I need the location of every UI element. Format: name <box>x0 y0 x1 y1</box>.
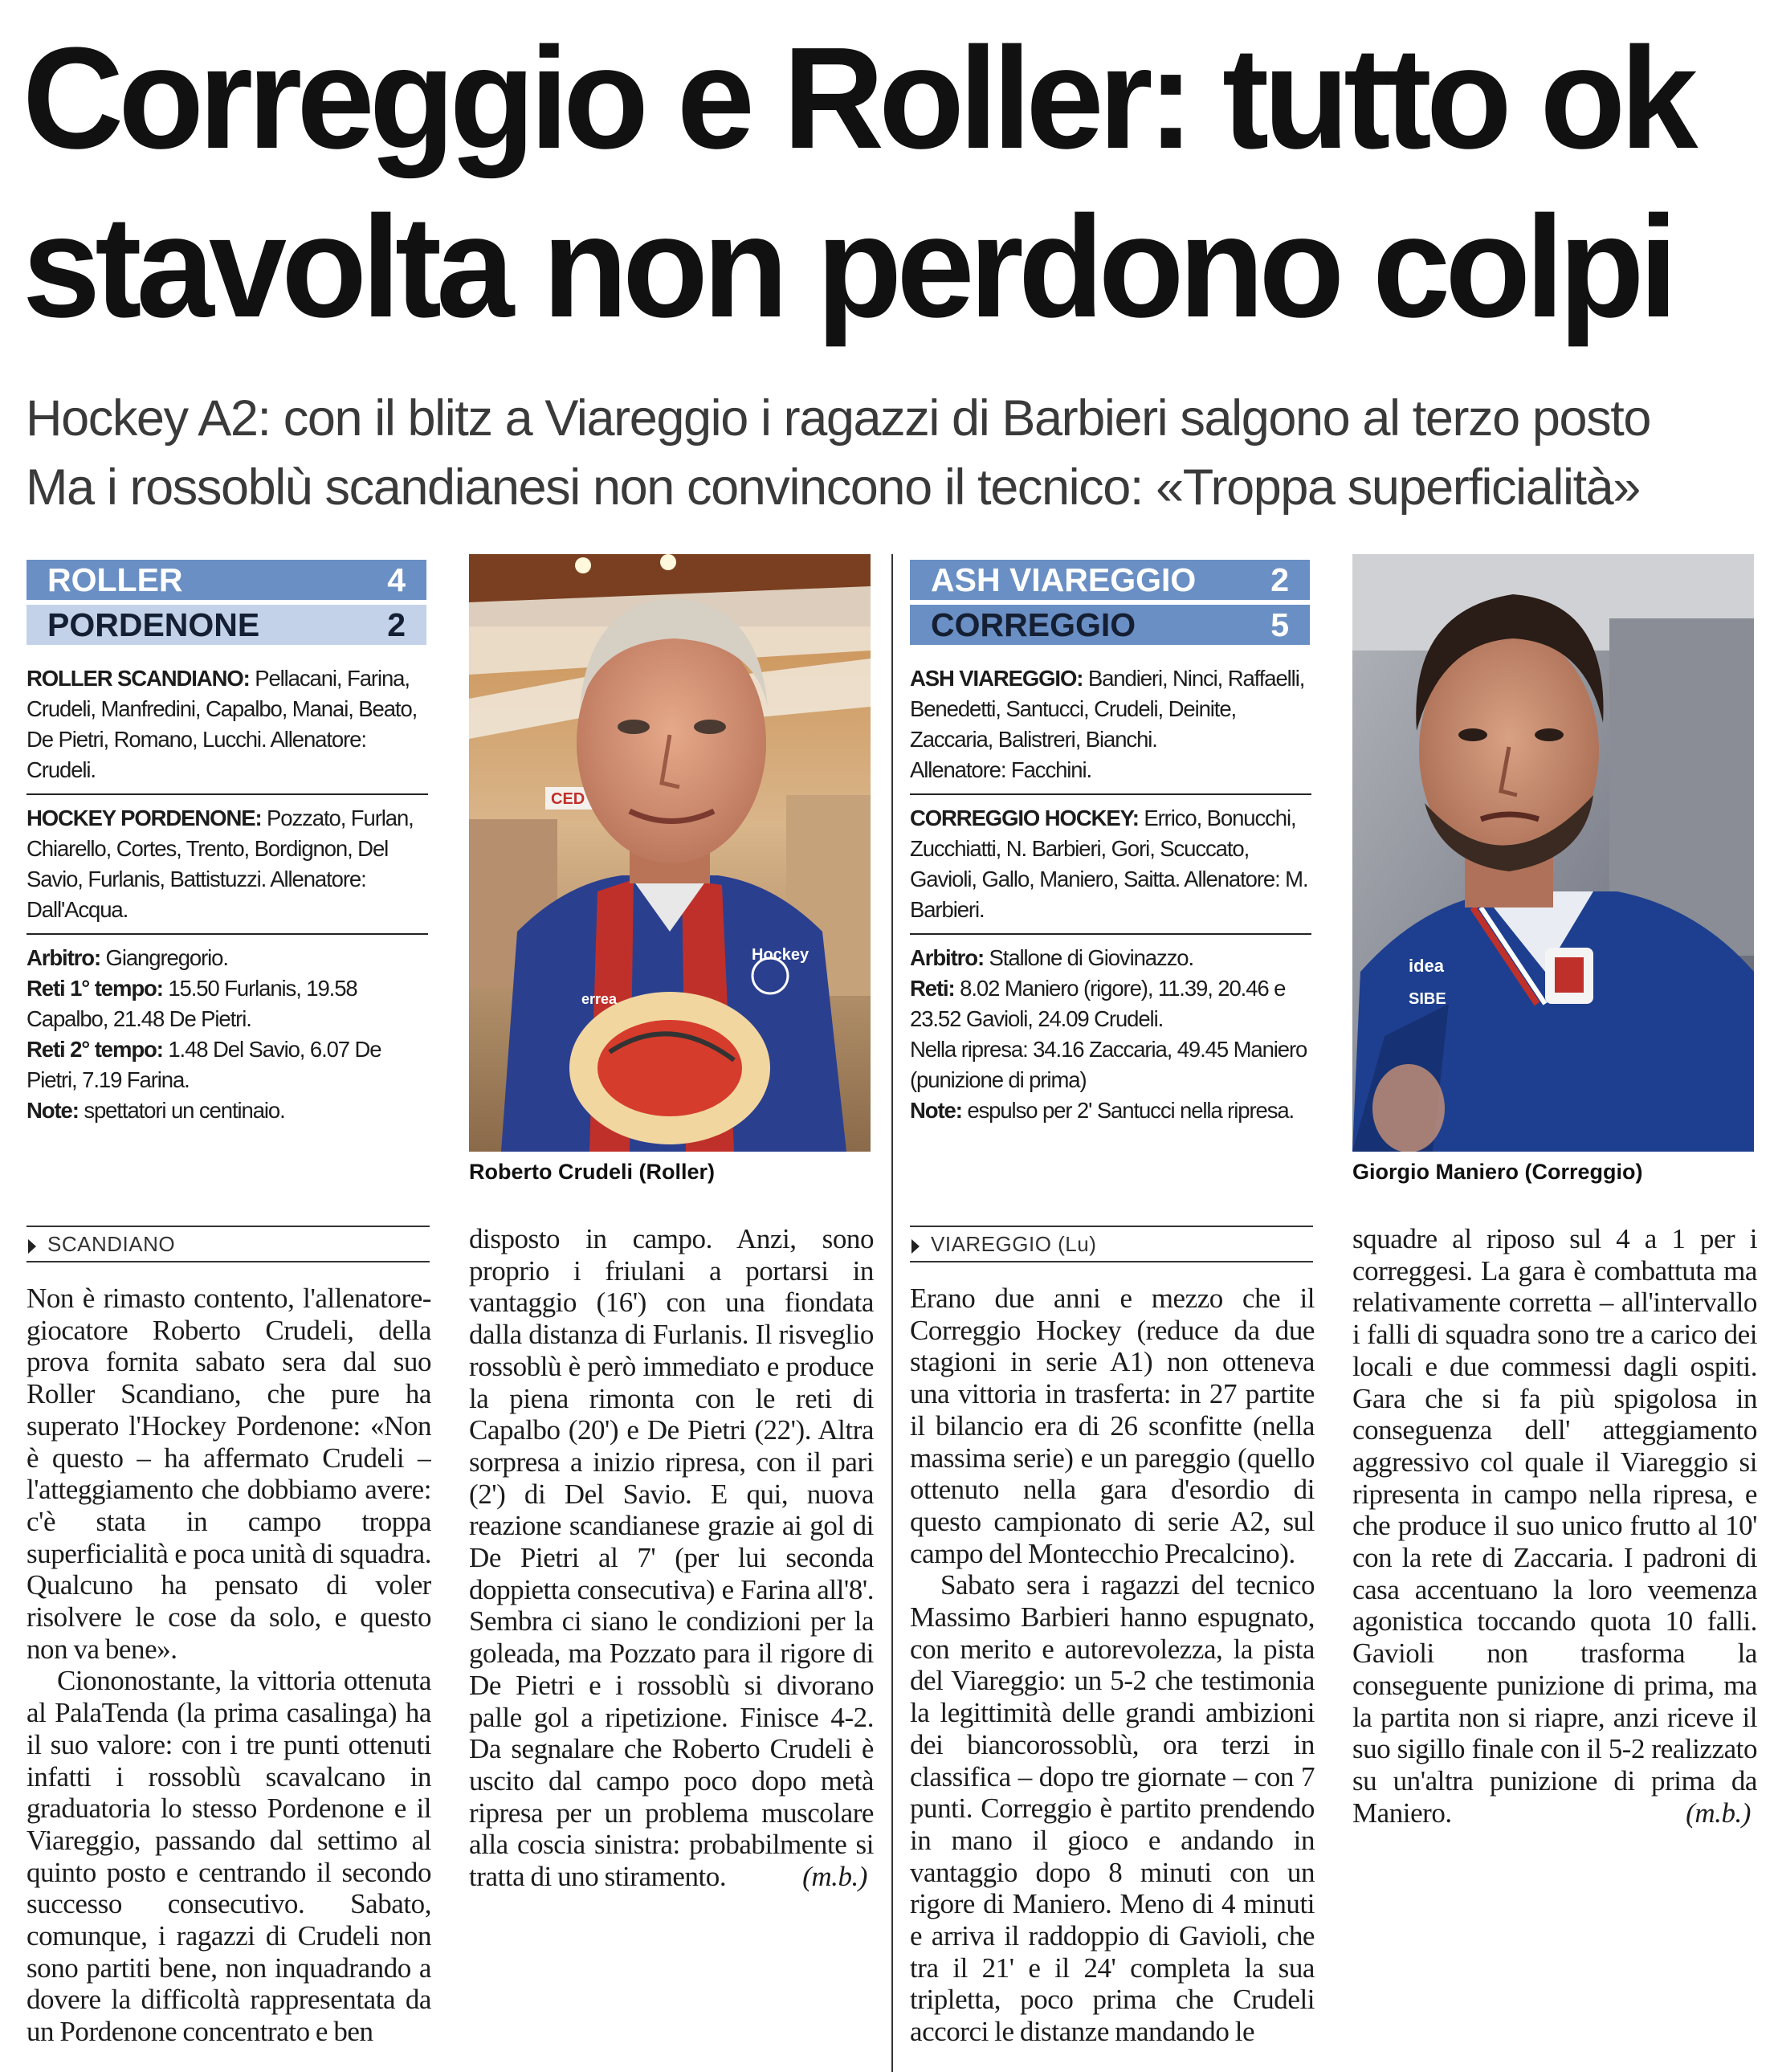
article-2-paragraph-1: Erano due anni e mezzo che il Correggio Hockey (reduce da due stagioni in serie A1) non otteneva una vittoria in trasferta: in 27 partite il bilancio era di 26 sconfitte (nella massima serie) e un pareggio (quello ottenuto nella gara d'esordio di questo campionato di serie A2, sul campo del Montecchio Precalcino). <box>910 1283 1315 1569</box>
article-1-column-2 <box>469 1223 874 2062</box>
second-half-goals: Nella ripresa: 34.16 Zaccaria, 49.45 Maniero (punizione di prima) <box>910 1037 1307 1092</box>
divider <box>27 793 428 795</box>
goals-second-half: Reti 2° tempo: 1.48 Del Savio, 6.07 De Pietri, 7.19 Farina. <box>27 1037 381 1092</box>
triangle-bullet-icon <box>911 1239 920 1254</box>
headline <box>22 14 1705 352</box>
photo-roberto-crudeli <box>469 554 871 1152</box>
svg-text:CED: CED <box>551 790 585 808</box>
referee: Arbitro: Stallone di Giovinazzo. <box>910 945 1193 970</box>
team-name: ROLLER <box>47 561 183 598</box>
notes: Note: espulso per 2' Santucci nella ripresa. <box>910 1098 1295 1123</box>
article-2-column-2 <box>1352 1223 1757 2062</box>
score-row-home <box>910 560 1310 600</box>
errea-logo: errea <box>581 991 618 1007</box>
article-2-column-1 <box>910 1283 1315 2062</box>
away-lineup: CORREGGIO HOCKEY: Errico, Bonucchi, Zucchiatti, N. Barbieri, Gori, Scuccato, Gavioli, Gallo, Maniero, Saitta. Allenatore: M. Barbieri. <box>910 806 1308 922</box>
subheadline <box>26 384 1752 522</box>
team-score: 4 <box>387 561 406 598</box>
match-sheet-2 <box>910 663 1311 1126</box>
article-1-paragraph-1: Non è rimasto contento, l'allenatore-giocatore Roberto Crudeli, della prova fornita sabato sera dal suo Roller Scandiano, che pure ha superato l'Hockey Pordenone: «Non è questo – ha affermato Crudeli – l'atteggiamento che dobbiamo avere: c'è stata in campo troppa superficialità e poca unità di squadra. Qualcuno ha pensato di voler risolvere le cose da solo, e questo non va bene». <box>27 1283 431 1665</box>
headline-line-1: Correggio e Roller: tutto ok <box>22 18 1693 179</box>
article-2-paragraph-2: Sabato sera i ragazzi del tecnico Massimo Barbieri hanno espugnato, con merito e autorevolezza, la pista del Viareggio: un 5-2 che testimonia la legittimità delle grandi ambizioni dei biancorossoblù, ora terzi in classifica – dopo tre giornate – con 7 punti. Correggio è partito prendendo in mano il gioco e andando in vantaggio dopo 8 minuti con un rigore di Maniero. Meno di 4 minuti e arriva il raddoppio di Gavioli, che tra il 21' e il 24' completa la sua tripletta, poco prima che Crudeli accorci le distanze mandando le <box>910 1569 1315 2048</box>
subheadline-line-1: Hockey A2: con il blitz a Viareggio i ragazzi di Barbieri salgono al terzo posto <box>26 390 1650 447</box>
match-sheet-1 <box>27 663 428 1126</box>
divider <box>910 793 1311 795</box>
score-row-home <box>27 560 426 600</box>
photo-caption-1: Roberto Crudeli (Roller) <box>469 1160 716 1184</box>
team-score: 2 <box>387 606 406 643</box>
article-1-column-1 <box>27 1283 431 2062</box>
photo-caption-2: Giorgio Maniero (Correggio) <box>1352 1160 1643 1184</box>
team-score: 2 <box>1270 561 1289 598</box>
home-coach: Allenatore: Facchini. <box>910 757 1092 782</box>
article-2-paragraph-2-cont: squadre al riposo sul 4 a 1 per i correggesi. La gara è combattuta ma relativamente corretta – all'intervallo i falli di squadra sono tre a carico dei locali e due commessi dagli ospiti. Gara che si fa più spigolosa in conseguenza dell' atteggiamento aggressivo col quale il Viareggio si ripresenta in campo nella ripresa, e che produce il suo unico frutto al 10' con la rete di Zaccaria. I padroni di casa accentuano la loro veemenza agonistica toccando quota 10 falli. Gavioli non trasforma la conseguente punizione di prima, ma la partita non si riapre, anzi riceve il suo sigillo finale con il 5-2 realizzato su un'altra punizione di prima da Maniero. (m.b.) <box>1352 1223 1757 1829</box>
photo-giorgio-maniero <box>1352 554 1754 1152</box>
article-1-paragraph-2-cont: disposto in campo. Anzi, sono proprio i friulani a portarsi in vantaggio (16') con una fiondata dalla distanza di Furlanis. Il risveglio rossoblù è però immediato e produce la piena rimonta con le reti di Capalbo (20') e De Pietri (22'). Altra sorpresa a inizio ripresa, con il pari (2') di Del Savio. E qui, nuova reazione scandianese grazie ai gol di De Pietri al 7' (per lui seconda doppietta consecutiva) e Farina all'8'. Sembra ci siano le condizioni per la goleada, ma Pozzato para il rigore di De Pietri e i rossoblù si divorano palle gol a ripetizione. Finisce 4-2. Da segnalare che Roberto Crudeli è uscito dal campo poco dopo metà ripresa per un problema muscolare alla coscia sinistra: probabilmente si tratta di uno stiramento. (m.b.) <box>469 1223 874 1893</box>
goals-first-half: Reti 1° tempo: 15.50 Furlanis, 19.58 Capalbo, 21.48 De Pietri. <box>27 976 357 1031</box>
away-lineup: HOCKEY PORDENONE: Pozzato, Furlan, Chiarello, Cortes, Trento, Bordignon, Del Savio, Furlanis, Battistuzzi. Allenatore: Dall'Acqua. <box>27 806 414 922</box>
column-divider <box>891 554 893 2072</box>
team-name: CORREGGIO <box>931 606 1136 643</box>
kicker-scandiano: SCANDIANO <box>27 1226 430 1262</box>
notes: Note: spettatori un centinaio. <box>27 1098 285 1123</box>
divider <box>27 933 428 935</box>
scoreboard-viareggio-correggio <box>910 560 1310 650</box>
team-name: PORDENONE <box>47 606 260 643</box>
goals: Reti: 8.02 Maniero (rigore), 11.39, 20.46 e 23.52 Gavioli, 24.09 Crudeli. <box>910 976 1286 1031</box>
triangle-bullet-icon <box>28 1239 36 1254</box>
svg-text:SIBE: SIBE <box>1409 990 1446 1008</box>
kicker-viareggio: VIAREGGIO (Lu) <box>910 1226 1313 1262</box>
referee: Arbitro: Giangregorio. <box>27 945 228 970</box>
photo-illustration <box>469 554 871 1152</box>
signature: (m.b.) <box>1686 1797 1751 1829</box>
signature: (m.b.) <box>802 1861 867 1893</box>
divider <box>910 933 1311 935</box>
headline-line-2: stavolta non perdono colpi <box>22 186 1673 348</box>
photo-illustration <box>1352 554 1754 1152</box>
svg-text:idea: idea <box>1409 956 1445 976</box>
subheadline-line-2: Ma i rossoblù scandianesi non convincono il tecnico: «Troppa superficialità» <box>26 459 1640 516</box>
home-lineup: ROLLER SCANDIANO: Pellacani, Farina, Crudeli, Manfredini, Capalbo, Manai, Beato, De Pietri, Romano, Lucchi. Allenatore: Crudeli. <box>27 666 418 782</box>
team-name: ASH VIAREGGIO <box>931 561 1197 598</box>
scoreboard-roller-pordenone <box>27 560 426 650</box>
score-row-away <box>910 605 1310 645</box>
home-lineup: ASH VIAREGGIO: Bandieri, Ninci, Raffaelli, Benedetti, Santucci, Crudeli, Deinite, Zaccaria, Balistreri, Bianchi. <box>910 666 1305 752</box>
shirt-crest-text: Hockey <box>752 946 810 964</box>
score-row-away <box>27 605 426 645</box>
article-1-paragraph-2: Ciononostante, la vittoria ottenuta al PalaTenda (la prima casalinga) ha il suo valore: con i tre punti ottenuti infatti i rossoblù scavalcano in graduatoria lo stesso Pordenone e il Viareggio, passando dal settimo al quinto posto e centrando il secondo successo consecutivo. Sabato, comunque, i ragazzi di Crudeli non sono partiti bene, non inquadrando a dovere la difficoltà rappresentata da un Pordenone concentrato e ben <box>27 1665 431 2048</box>
team-score: 5 <box>1270 606 1289 643</box>
